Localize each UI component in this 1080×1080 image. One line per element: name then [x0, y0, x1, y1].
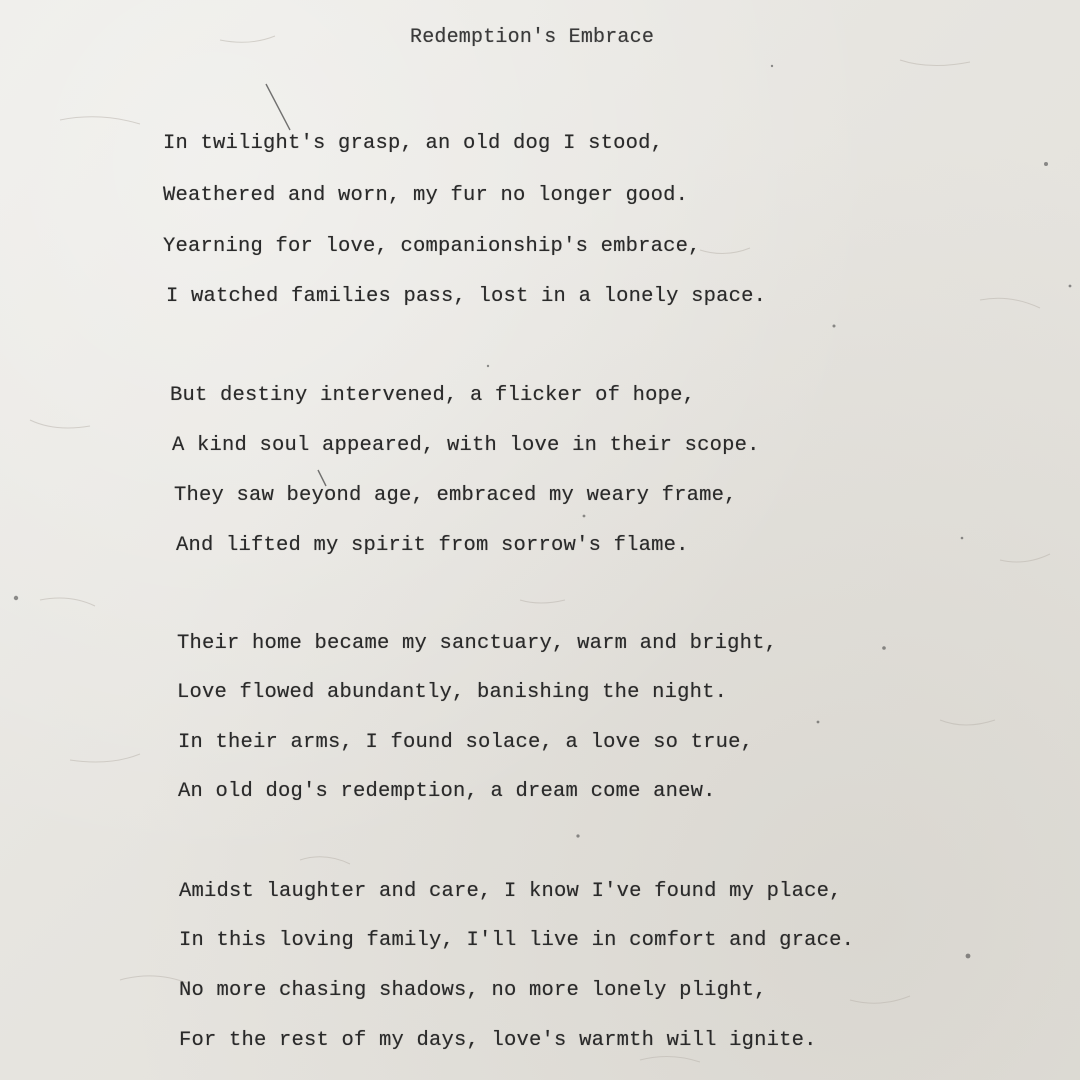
- poem-line: Weathered and worn, my fur no longer good.: [163, 184, 689, 207]
- poem-line: Amidst laughter and care, I know I've found my place,: [179, 880, 842, 903]
- poem-title: Redemption's Embrace: [410, 26, 655, 49]
- poem-line: They saw beyond age, embraced my weary frame,: [174, 484, 737, 507]
- poem-line: A kind soul appeared, with love in their scope.: [172, 434, 760, 457]
- poem-line: In twilight's grasp, an old dog I stood,: [163, 132, 664, 155]
- poem-line: Their home became my sanctuary, warm and bright,: [177, 632, 778, 655]
- poem-line: But destiny intervened, a flicker of hope,: [170, 384, 696, 407]
- poem-line: In this loving family, I'll live in comfort and grace.: [179, 929, 855, 952]
- poem-line: No more chasing shadows, no more lonely plight,: [179, 979, 767, 1002]
- poem-line: I watched families pass, lost in a lonely space.: [166, 285, 767, 308]
- poem-line: And lifted my spirit from sorrow's flame.: [176, 534, 689, 557]
- poem-line: Yearning for love, companionship's embrace,: [163, 235, 701, 258]
- poem-line: In their arms, I found solace, a love so true,: [178, 731, 754, 754]
- poem-line: Love flowed abundantly, banishing the night.: [177, 681, 728, 704]
- poem-line: For the rest of my days, love's warmth will ignite.: [179, 1029, 817, 1052]
- poem-line: An old dog's redemption, a dream come anew.: [178, 780, 716, 803]
